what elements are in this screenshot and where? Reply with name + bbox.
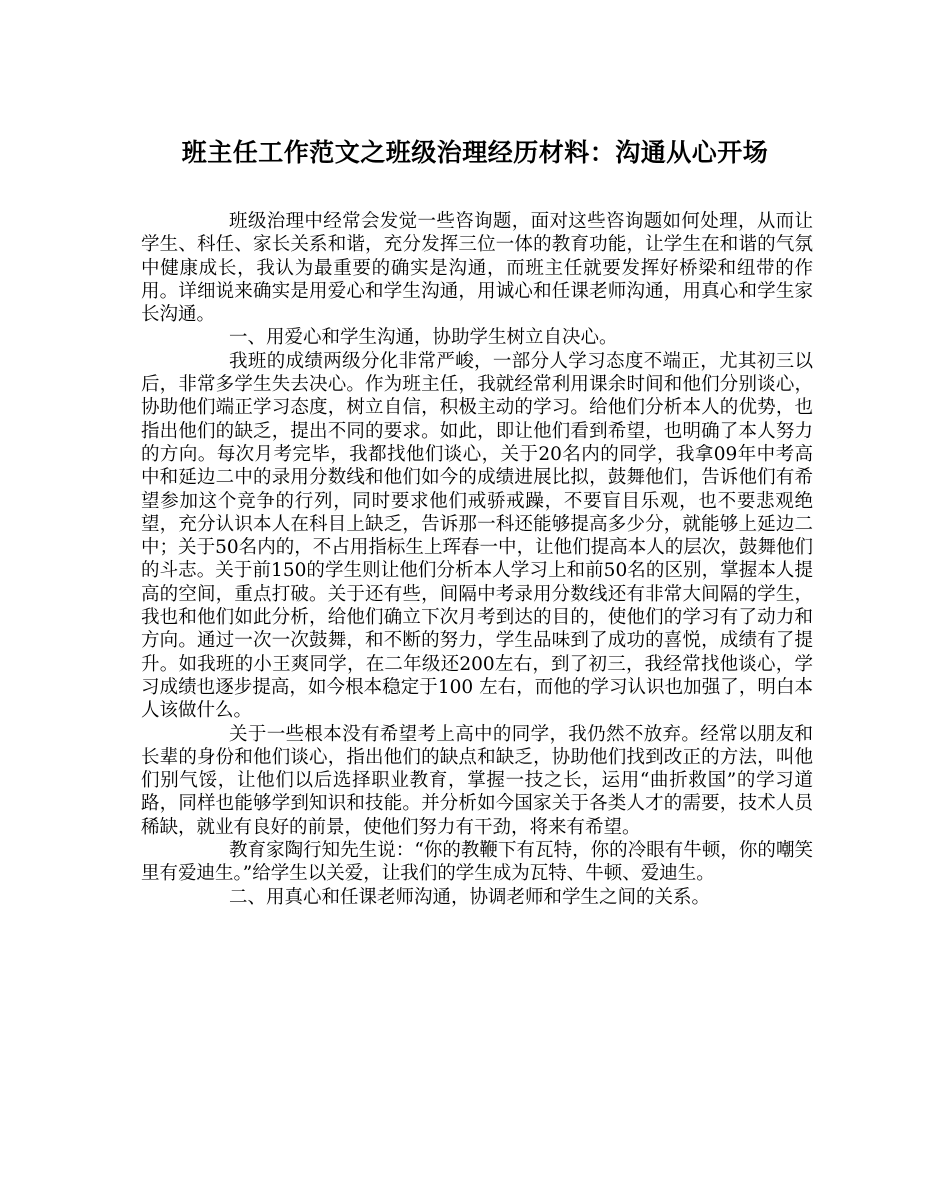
paragraph-quote: 教育家陶行知先生说：“你的教鞭下有瓦特，你的冷眼有牛顿，你的嘲笑里有爱迪生。”给学生以关爱，让我们的学生成为瓦特、牛顿、爱迪生。 <box>141 840 813 885</box>
paragraph-vocational: 关于一些根本没有希望考上高中的同学，我仍然不放弃。经常以朋友和长辈的身份和他们谈心，指出他们的缺点和缺乏，协助他们找到改正的方法，叫他们别气馁，让他们以后选择职业教育，掌握一技之长，运用“曲折救国”的学习道路，同样也能够学到知识和技能。并分析如今国家关于各类人才的需要，技术人员稀缺，就业有良好的前景，使他们努力有干劲，将来有希望。 <box>141 723 813 838</box>
paragraph-intro: 班级治理中经常会发觉一些咨询题，面对这些咨询题如何处理，从而让学生、科任、家长关系和谐，充分发挥三位一体的教育功能，让学生在和谐的气氛中健康成长，我认为最重要的确实是沟通，而班主任就要发挥好桥梁和纽带的作用。详细说来确实是用爱心和学生沟通，用诚心和任课老师沟通，用真心和学生家长沟通。 <box>141 211 813 326</box>
document-body <box>141 210 813 909</box>
paragraph-grades: 我班的成绩两级分化非常严峻，一部分人学习态度不端正，尤其初三以后，非常多学生失去决心。作为班主任，我就经常利用课余时间和他们分别谈心，协助他们端正学习态度，树立自信，积极主动的学习。给他们分析本人的优势，也指出他们的缺乏，提出不同的要求。如此，即让他们看到希望，也明确了本人努力的方向。每次月考完毕，我都找他们谈心，关于20名内的同学，我拿09年中考高中和延边二中的录用分数线和他们如今的成绩进展比拟，鼓舞他们，告诉他们有希望参加这个竞争的行列，同时要求他们戒骄戒躁，不要盲目乐观，也不要悲观绝望，充分认识本人在科目上缺乏，告诉那一科还能够提高多少分，就能够上延边二中；关于50名内的，不占用指标生上珲春一中，让他们提高本人的层次，鼓舞他们的斗志。关于前150的学生则让他们分析本人学习上和前50名的区别，掌握本人提高的空间，重点打破。关于还有些，间隔中考录用分数线还有非常大间隔的学生，我也和他们如此分析，给他们确立下次月考到达的目的，使他们的学习有了动力和方向。通过一次一次鼓舞，和不断的努力，学生品味到了成功的喜悦，成绩有了提升。如我班的小王爽同学，在二年级还200左右，到了初三，我经常找他谈心，学习成绩也逐步提高，如今根本稳定于100 左右，而他的学习认识也加强了，明白本人该做什么。 <box>141 350 813 722</box>
section-heading-1: 一、用爱心和学生沟通，协助学生树立自决心。 <box>229 327 618 349</box>
section-heading-2: 二、用真心和任课老师沟通，协调老师和学生之间的关系。 <box>229 886 711 908</box>
document-title: 班主任工作范文之班级治理经历材料：沟通从心开场 <box>181 138 769 167</box>
